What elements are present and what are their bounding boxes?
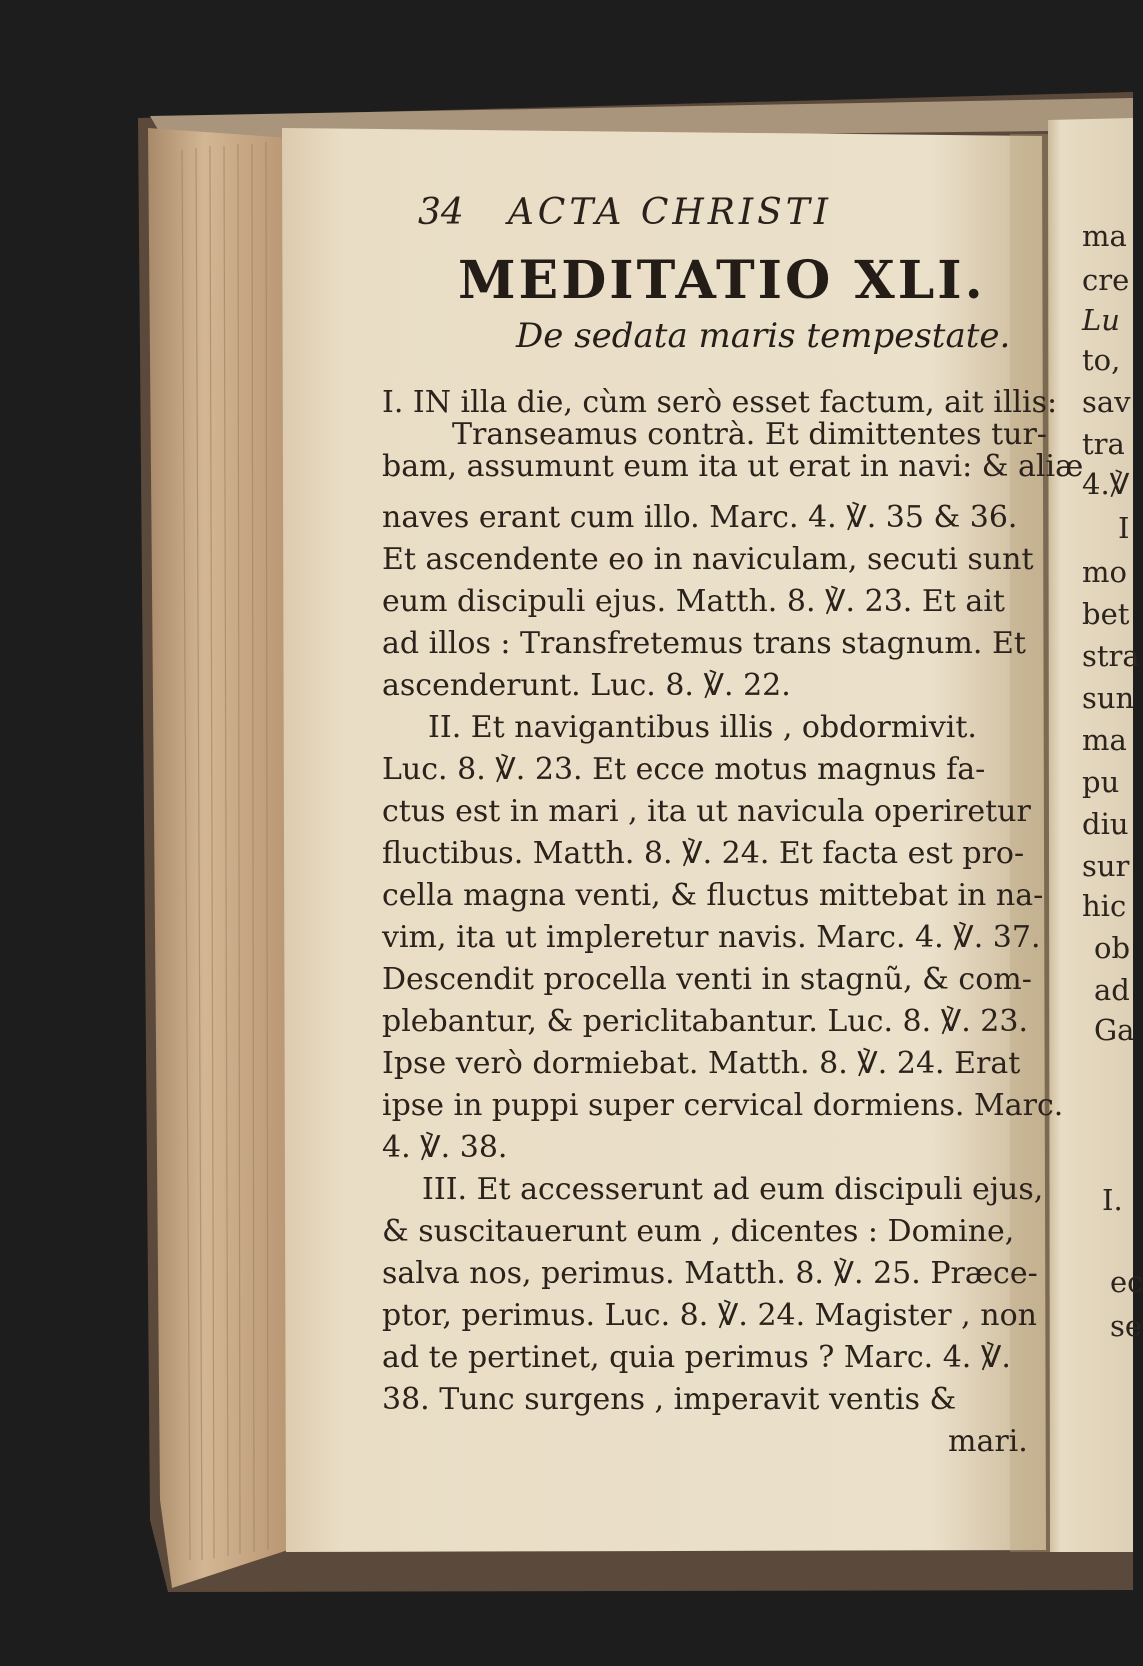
facing-fragment: ad — [1094, 973, 1130, 1007]
text-line: naves erant cum illo. Marc. 4. ℣. 35 & 36. — [382, 500, 1018, 535]
text-line: 38. Tunc surgens , imperavit ventis & — [382, 1382, 957, 1417]
facing-fragment: ma — [1082, 219, 1127, 253]
text-line: ad illos : Transfretemus trans stagnum. Et — [382, 626, 1026, 661]
text-line: eum discipuli ejus. Matth. 8. ℣. 23. Et ait — [382, 584, 1005, 619]
meditation-subtitle: De sedata maris tempestate. — [516, 316, 1011, 356]
text-line: Et ascendente eo in naviculam, secuti sunt — [382, 542, 1034, 577]
text-line: Luc. 8. ℣. 23. Et ecce motus magnus fa- — [382, 752, 986, 787]
text-line: cella magna venti, & fluctus mittebat in na- — [382, 878, 1044, 913]
facing-fragment: I. — [1102, 1183, 1123, 1217]
text-line: III. Et accesserunt ad eum discipuli ejus, — [422, 1172, 1044, 1207]
facing-fragment: stra — [1082, 639, 1140, 673]
facing-fragment: cre — [1082, 263, 1130, 297]
text-line: plebantur, & periclitabantur. Luc. 8. ℣. 23. — [382, 1004, 1029, 1039]
facing-fragment: I — [1118, 511, 1130, 545]
facing-fragment: diu — [1082, 807, 1129, 841]
meditation-title: MEDITATIO XLI. — [458, 250, 986, 311]
text-line: bam, assumunt eum ita ut erat in navi: & aliæ — [382, 449, 1084, 484]
gutter-shadow — [1010, 134, 1052, 1552]
facing-fragment: bet — [1082, 597, 1130, 631]
page-edges — [148, 128, 290, 1588]
facing-fragment: ma — [1082, 723, 1127, 757]
text-line: vim, ita ut impleretur navis. Marc. 4. ℣. 37. — [382, 920, 1041, 955]
text-line: ad te pertinet, quia perimus ? Marc. 4. ℣. — [382, 1340, 1011, 1375]
text-line: Transeamus contrà. Et dimittentes tur- — [452, 417, 1047, 452]
left-page — [282, 128, 1046, 1552]
running-head: ACTA CHRISTI — [507, 192, 832, 233]
facing-fragment: Lu — [1082, 303, 1120, 337]
text-line: I. IN illa die, cùm serò esset factum, ait illis: — [382, 385, 1058, 420]
text-line: ptor, perimus. Luc. 8. ℣. 24. Magister , non — [382, 1298, 1037, 1333]
facing-fragment: ec — [1110, 1265, 1143, 1299]
text-line: salva nos, perimus. Matth. 8. ℣. 25. Præce- — [382, 1256, 1038, 1291]
facing-fragment: ob — [1094, 931, 1131, 965]
facing-fragment: se — [1110, 1309, 1143, 1343]
text-line: Ipse verò dormiebat. Matth. 8. ℣. 24. Erat — [382, 1046, 1021, 1081]
text-line: II. Et navigantibus illis , obdormivit. — [428, 710, 977, 745]
facing-fragment: sav — [1082, 385, 1131, 419]
facing-fragment: 4.℣ — [1082, 467, 1130, 501]
text-line: & suscitauerunt eum , dicentes : Domine, — [382, 1214, 1015, 1249]
facing-fragment: hic — [1082, 889, 1127, 923]
text-line: fluctibus. Matth. 8. ℣. 24. Et facta est pro- — [382, 836, 1025, 871]
facing-fragment: tra — [1082, 427, 1125, 461]
text-line: 4. ℣. 38. — [382, 1130, 508, 1165]
text-line: Descendit procella venti in stagnũ, & com- — [382, 962, 1032, 997]
facing-fragment: Ga — [1094, 1013, 1135, 1047]
facing-fragment: sun — [1082, 681, 1135, 715]
facing-fragment: to, — [1082, 343, 1121, 377]
facing-fragment: sur — [1082, 849, 1130, 883]
catchword: mari. — [948, 1424, 1028, 1459]
text-line: ascenderunt. Luc. 8. ℣. 22. — [382, 668, 791, 703]
text-line: ipse in puppi super cervical dormiens. Marc. — [382, 1088, 1064, 1123]
page-number: 34 — [418, 192, 464, 233]
facing-fragment: mo — [1082, 555, 1127, 589]
facing-fragment: pu — [1082, 765, 1120, 799]
right-page — [1048, 118, 1133, 1552]
text-line: ctus est in mari , ita ut navicula operiretur — [382, 794, 1031, 829]
